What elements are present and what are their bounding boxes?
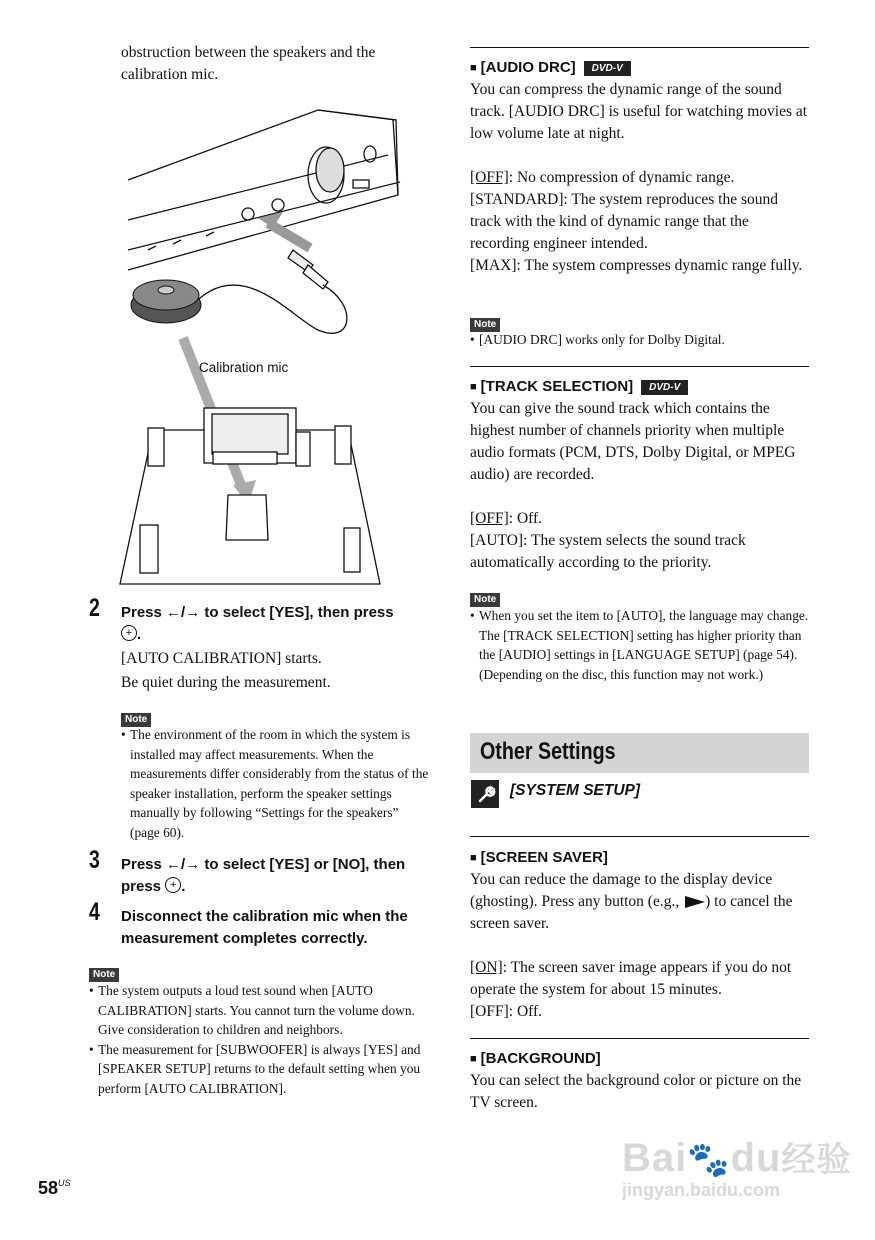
system-setup-heading: [SYSTEM SETUP] bbox=[510, 782, 641, 799]
note-1: • The environment of the room in which the system is installed may affect measurements. When the measurements differ considerably from the status of the speaker installation, perform the speaker settings manually by following “Settings for the speakers” (page 60). bbox=[121, 725, 431, 843]
note-badge: Note bbox=[121, 713, 151, 727]
step-2-instruction: Press ←/→ to select [YES], then press + . bbox=[121, 604, 394, 643]
step-2-body: [AUTO CALIBRATION] starts. bbox=[121, 650, 322, 667]
divider bbox=[470, 836, 809, 837]
step-3-instruction: Press ←/→ to select [YES] or [NO], then press + . bbox=[121, 856, 406, 895]
background-description: You can select the background color or picture on the TV screen. bbox=[470, 1072, 802, 1111]
divider bbox=[470, 47, 809, 48]
audio-drc-heading: ■ [AUDIO DRC] DVD-V bbox=[470, 58, 631, 78]
step-2-body: Be quiet during the measurement. bbox=[121, 674, 331, 691]
dvd-v-badge: DVD-V bbox=[584, 61, 631, 76]
other-settings-banner bbox=[470, 733, 809, 773]
note-badge: Note bbox=[89, 968, 119, 982]
enter-button-icon: + bbox=[165, 877, 181, 893]
divider bbox=[470, 1038, 809, 1039]
note-badge: Note bbox=[470, 593, 500, 607]
audio-drc-note: • [AUDIO DRC] works only for Dolby Digital. bbox=[470, 330, 810, 350]
step-number: 3 bbox=[89, 846, 100, 874]
watermark-logo: Bai🐾du经验 bbox=[622, 1136, 852, 1180]
wrench-icon bbox=[471, 780, 499, 808]
step-number: 4 bbox=[89, 898, 100, 926]
note-badge: Note bbox=[470, 318, 500, 332]
step-number: 2 bbox=[89, 594, 100, 622]
intro-text: obstruction between the speakers and the calibration mic. bbox=[121, 44, 376, 83]
screen-saver-description: You can reduce the damage to the display device (ghosting). Press any button (e.g., ) to cancel the screen saver. bbox=[470, 871, 793, 932]
step-4-instruction: Disconnect the calibration mic when the measurement completes correctly. bbox=[121, 908, 408, 947]
background-heading: ■ [BACKGROUND] bbox=[470, 1050, 601, 1067]
figure-caption: Calibration mic bbox=[199, 360, 289, 375]
play-icon bbox=[685, 896, 705, 908]
note-2: • The system outputs a loud test sound when [AUTO CALIBRATION] starts. You cannot turn the volume down. Give consideration to children and neighbors. • The measurement for [SUBWOOFER] is always [YES] and [SPEAKER SETUP] returns to the default setting when you perform [AUTO CALIBRATION]. bbox=[89, 981, 434, 1099]
calibration-figure bbox=[118, 100, 418, 590]
enter-button-icon: + bbox=[121, 625, 137, 641]
watermark-url: jingyan.baidu.com bbox=[622, 1180, 781, 1200]
page-number: $58^{US}$ bbox=[38, 1178, 71, 1198]
other-settings-heading: Other Settings bbox=[480, 738, 616, 765]
divider bbox=[470, 366, 809, 367]
track-selection-heading: ■ [TRACK SELECTION] DVD-V bbox=[470, 377, 688, 397]
track-selection-note: • When you set the item to [AUTO], the language may change. The [TRACK SELECTION] setting has higher priority than the [AUDIO] settings in [LANGUAGE SETUP] (page 54). (Depending on the disc, this function may not work.) bbox=[470, 606, 810, 684]
screen-saver-options: [ON]: The screen saver image appears if you do not operate the system for about 15 minutes. [OFF]: Off. bbox=[470, 959, 792, 1020]
track-selection-description: You can give the sound track which contains the highest number of channels priority when multiple audio formats (PCM, DTS, Dolby Digital, or MPEG audio) are recorded. bbox=[470, 400, 796, 483]
screen-saver-heading: ■ [SCREEN SAVER] bbox=[470, 849, 608, 866]
track-selection-options: [OFF]: Off. [AUTO]: The system selects the sound track automatically according to the priority. bbox=[470, 510, 746, 571]
audio-drc-description: You can compress the dynamic range of the sound track. [AUDIO DRC] is useful for watching movies at low volume late at night. bbox=[470, 81, 808, 142]
dvd-v-badge: DVD-V bbox=[641, 380, 688, 395]
audio-drc-options: [OFF]: No compression of dynamic range. [STANDARD]: The system reproduces the sound track with the kind of dynamic range that the recording engineer intended. [MAX]: The system compresses dynamic range fully. bbox=[470, 169, 803, 274]
